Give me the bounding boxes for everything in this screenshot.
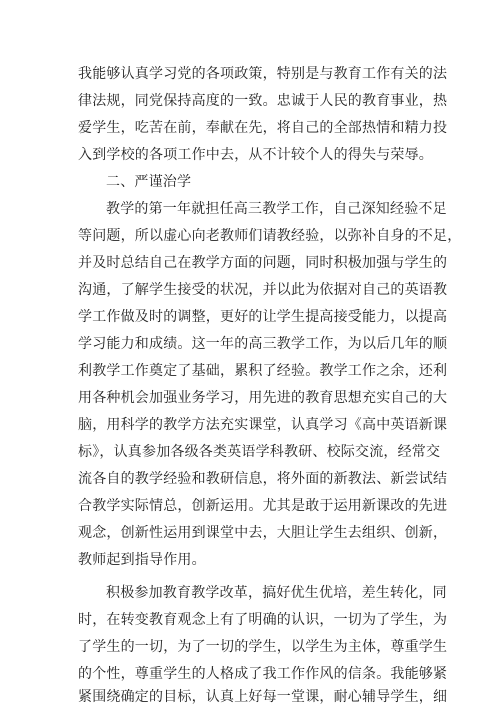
body-text-line: 教师起到指导作用。 — [78, 552, 206, 568]
body-text-line: 脑，用科学的教学方法充实课堂，认真学习《高中英语新课 — [78, 417, 448, 433]
body-text-line: 等问题，所以虚心向老教师们请教经验，以弥补自身的不足， — [78, 228, 462, 244]
body-text-line: 了学生的一切，为了一切的学生，以学生为主体，尊重学生 — [78, 639, 448, 655]
body-text-line: 教学的第一年就担任高三教学工作，自己深知经验不足 — [106, 201, 447, 217]
body-text-line: 并及时总结自己在教学方面的问题，同时积极加强与学生的 — [78, 255, 448, 271]
body-text-line: 入到学校的各项工作中去，从不计较个人的得失与荣辱。 — [78, 147, 433, 163]
section-heading: 二、严谨治学 — [106, 174, 192, 190]
body-text-line: 紧围绕确定的目标，认真上好每一堂课，耐心辅导学生，细 — [78, 689, 448, 705]
body-text-line: 爱学生，吃苦在前，奉献在先，将自己的全部热情和精力投 — [78, 120, 448, 136]
body-text-line: 学习能力和成绩。这一年的高三教学工作，为以后几年的顺 — [78, 336, 448, 352]
body-text-line: 时，在转变教育观念上有了明确的认识，一切为了学生，为 — [78, 612, 448, 628]
body-text-line: 的个性，尊重学生的人格成了我工作作风的信条。我能够紧 — [78, 666, 448, 682]
body-text-line: 我能够认真学习党的各项政策，特别是与教育工作有关的法 — [78, 66, 448, 82]
body-text-line: 沟通，了解学生接受的状况，并以此为依据对自己的英语教 — [78, 282, 448, 298]
body-text-line: 学工作做及时的调整，更好的让学生提高接受能力，以提高 — [78, 309, 448, 325]
body-text-line: 积极参加教育教学改革，搞好优生优培，差生转化，同 — [106, 585, 447, 601]
body-text-line: 利教学工作奠定了基础，累积了经验。教学工作之余，还利 — [78, 363, 448, 379]
body-text-line: 律法规，同党保持高度的一致。忠诚于人民的教育事业，热 — [78, 93, 448, 109]
body-text-line: 流各自的教学经验和教研信息，将外面的新教法、新尝试结 — [78, 471, 448, 487]
body-text-line: 观念，创新性运用到课堂中去，大胆让学生去组织、创新， — [78, 525, 448, 541]
body-text-line: 标》，认真参加各级各类英语学科教研、校际交流，经常交 — [78, 444, 441, 460]
body-text-line: 用各种机会加强业务学习，用先进的教育思想充实自己的大 — [78, 390, 448, 406]
body-text-line: 合教学实际情总，创新运用。尤其是敢于运用新课改的先进 — [78, 498, 448, 514]
